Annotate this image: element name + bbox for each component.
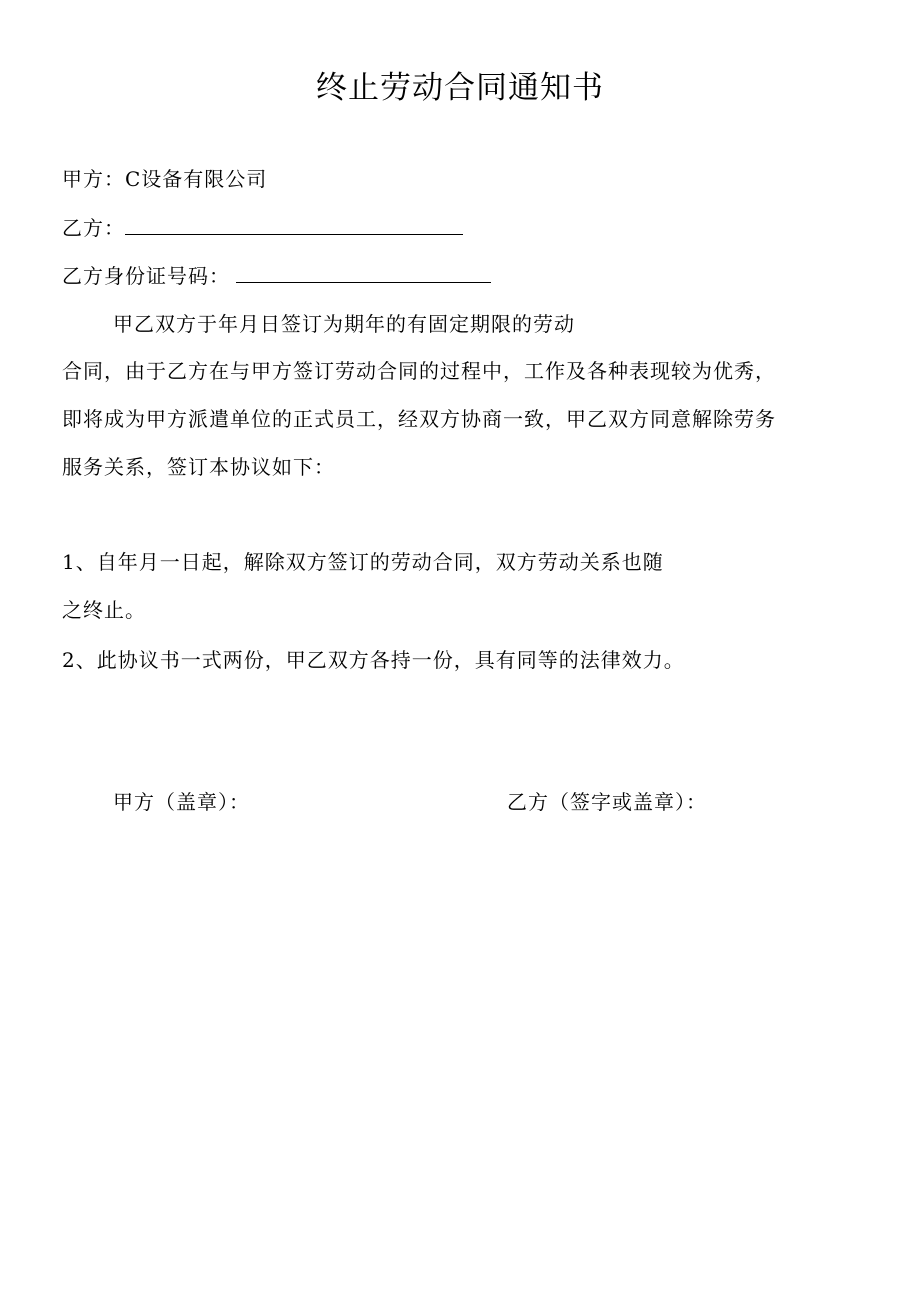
party-b-id-line xyxy=(62,260,491,291)
clause-2: 2、此协议书一式两份，甲乙双方各持一份，具有同等的法律效力。 xyxy=(62,648,685,672)
clause-1-line-2: 之终止。 xyxy=(62,598,146,622)
body-line-4: 服务关系，签订本协议如下： xyxy=(62,455,335,479)
party-b-line xyxy=(62,212,463,243)
body-line-2: 合同，由于乙方在与甲方签订劳动合同的过程中，工作及各种表现较为优秀， xyxy=(62,359,776,383)
party-a-line xyxy=(62,164,267,194)
party-a-signature-label: 甲方（盖章）： xyxy=(113,790,250,814)
party-b-blank xyxy=(125,212,463,235)
party-b-label: 乙方： xyxy=(62,216,125,240)
document-title: 终止劳动合同通知书 xyxy=(316,70,604,106)
clause-1-line-1: 1、自年月一日起，解除双方签订的劳动合同，双方劳动关系也随 xyxy=(62,550,664,574)
body-line-1: 甲乙双方于年月日签订为期年的有固定期限的劳动 xyxy=(113,312,575,336)
party-a-value: C设备有限公司 xyxy=(125,167,268,191)
body-line-3: 即将成为甲方派遣单位的正式员工，经双方协商一致，甲乙双方同意解除劳务 xyxy=(62,407,776,431)
party-b-id-label: 乙方身份证号码： xyxy=(62,264,230,288)
party-b-id-blank xyxy=(236,260,491,283)
party-b-signature-label: 乙方（签字或盖章）： xyxy=(507,790,707,814)
party-a-label: 甲方： xyxy=(62,167,125,191)
